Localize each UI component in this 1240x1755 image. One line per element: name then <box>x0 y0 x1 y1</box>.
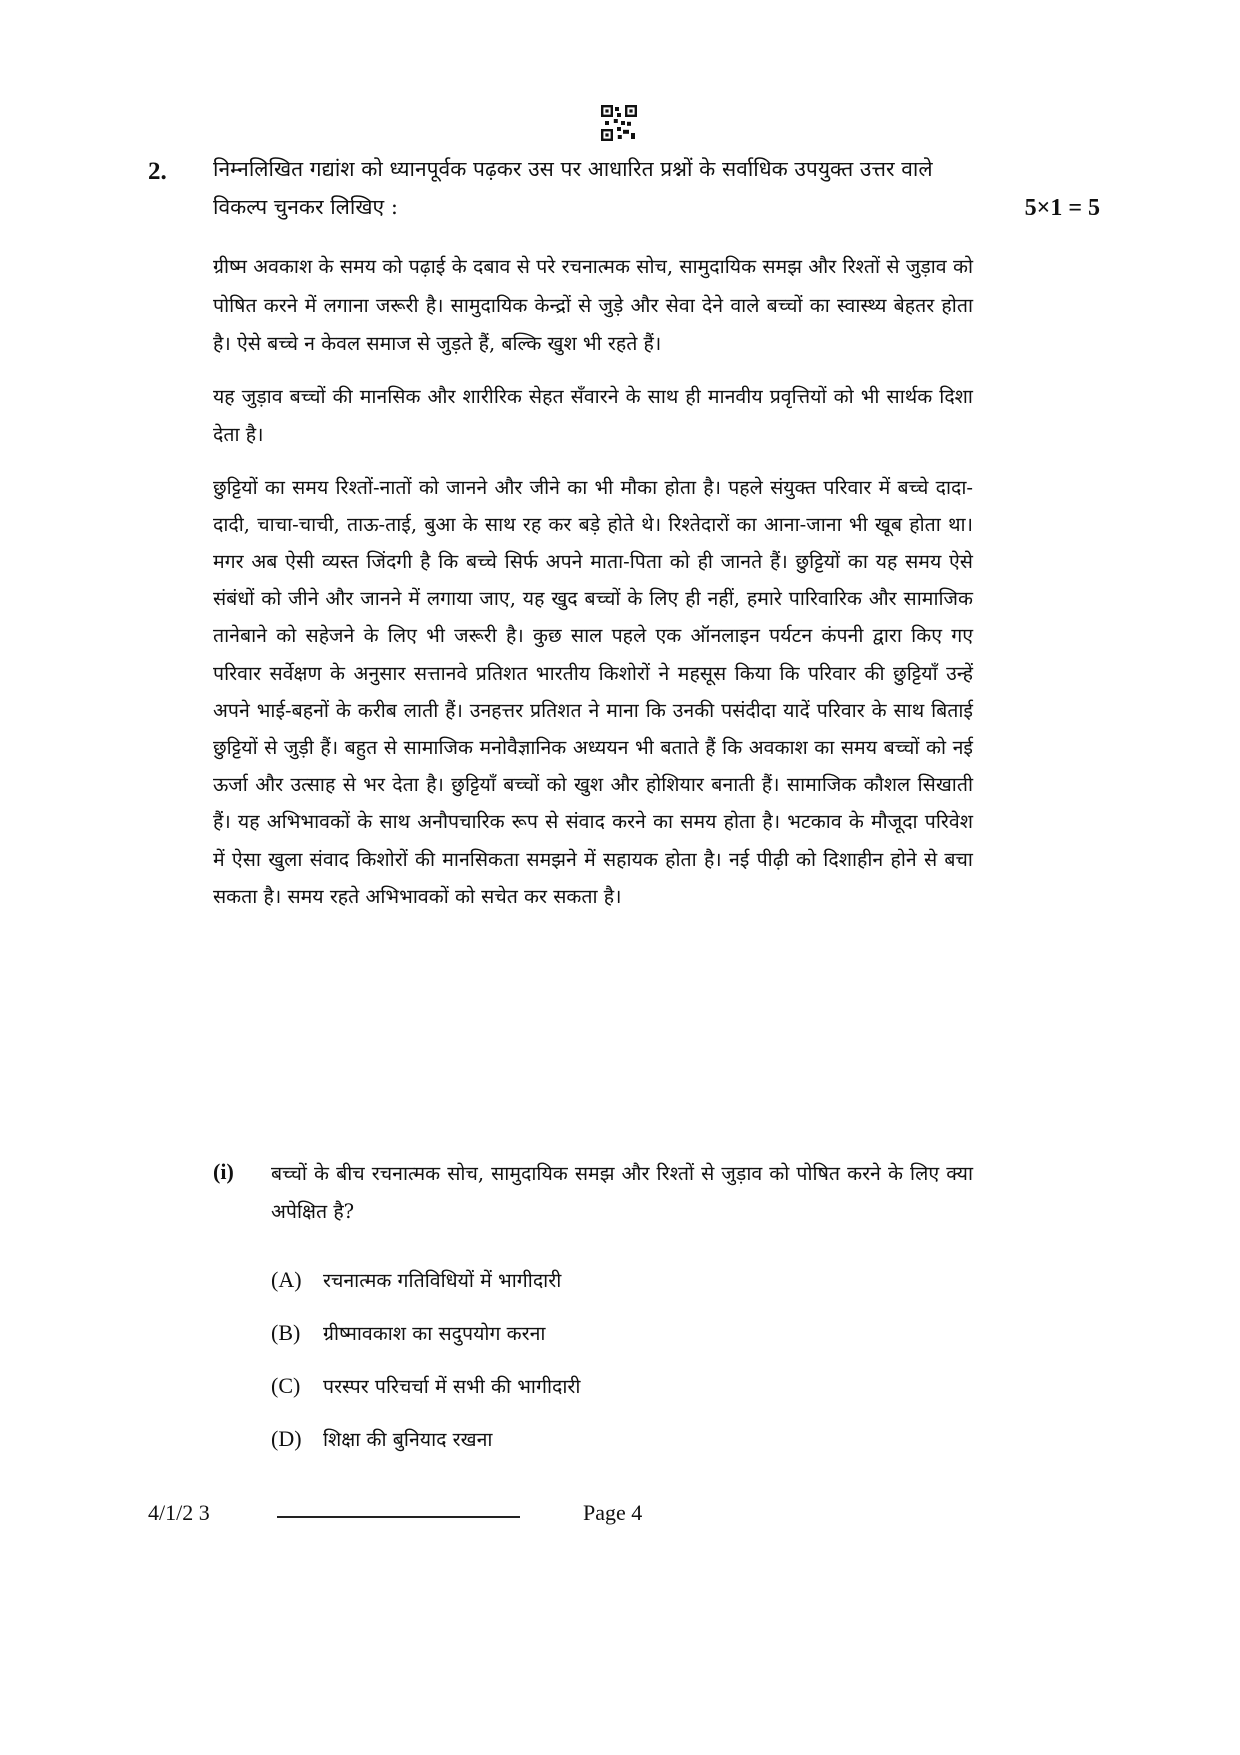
option-label: (B) <box>271 1320 301 1345</box>
question-number: 2. <box>148 158 167 185</box>
option-label: (C) <box>271 1373 301 1398</box>
question-instruction: निम्नलिखित गद्यांश को ध्यानपूर्वक पढ़कर उस पर आधारित प्रश्नों के सर्वाधिक उपयुक्त उत्तर वाले विकल्प चुनकर लिखिए : <box>213 157 933 219</box>
option-a <box>271 1265 580 1318</box>
option-d <box>271 1424 580 1477</box>
passage <box>213 248 973 929</box>
subquestion-number: (i) <box>213 1159 234 1184</box>
option-label: (A) <box>271 1267 302 1292</box>
option-text: परस्पर परिचर्चा में सभी की भागीदारी <box>323 1375 581 1398</box>
subquestion-text: बच्चों के बीच रचनात्मक सोच, सामुदायिक समझ और रिश्तों से जुड़ाव को पोषित करने के लिए क्या अपेक्षित है? <box>271 1162 973 1223</box>
passage-paragraph-1: ग्रीष्म अवकाश के समय को पढ़ाई के दबाव से परे रचनात्मक सोच, सामुदायिक समझ और रिश्तों से जुड़ाव को पोषित करने में लगाना जरूरी है। सामुदायिक केन्द्रों से जुड़े और सेवा देने वाले बच्चों का स्वास्थ्य बेहतर होता है। ऐसे बच्चे न केवल समाज से जुड़ते हैं, बल्कि खुश भी रहते हैं। <box>213 255 973 355</box>
subquestion <box>213 1155 973 1231</box>
page-number: Page 4 <box>583 1500 643 1525</box>
passage-paragraph-3: छुट्टियों का समय रिश्तों-नातों को जानने और जीने का भी मौका होता है। पहले संयुक्त परिवार में बच्चे दादा-दादी, चाचा-चाची, ताऊ-ताई, बुआ के साथ रह कर बड़े होते थे। रिश्तेदारों का आना-जाना भी खूब होता था। मगर अब ऐसी व्यस्त जिंदगी है कि बच्चे सिर्फ अपने माता-पिता को ही जानते हैं। छुट्टियों का यह समय ऐसे संबंधों को जीने और जानने में लगाया जाए, यह खुद बच्चों के लिए ही नहीं, हमारे पारिवारिक और सामाजिक तानेबाने को सहेजने के लिए भी जरूरी है। कुछ साल पहले एक ऑनलाइन पर्यटन कंपनी द्वारा किए गए परिवार सर्वेक्षण के अनुसार सत्तानवे प्रतिशत भारतीय किशोरों ने महसूस किया कि परिवार की छुट्टियाँ उन्हें अपने भाई-बहनों के करीब लाती हैं। उनहत्तर प्रतिशत ने माना कि उनकी पसंदीदा यादें परिवार के साथ बिताई छुट्टियों से जुड़ी हैं। बहुत से सामाजिक मनोवैज्ञानिक अध्ययन भी बताते हैं कि अवकाश का समय बच्चों को नई ऊर्जा और उत्साह से भर देता है। छुट्टियाँ बच्चों को खुश और होशियार बनाती हैं। सामाजिक कौशल सिखाती हैं। यह अभिभावकों के साथ अनौपचारिक रूप से संवाद करने का समय होता है। भटकाव के मौजूदा परिवेश में ऐसा खुला संवाद किशोरों की मानसिकता समझने में सहायक होता है। नई पीढ़ी को दिशाहीन होने से बचा सकता है। समय रहते अभिभावकों को सचेत कर सकता है। <box>213 475 973 908</box>
option-label: (D) <box>271 1426 302 1451</box>
qr-code-icon <box>601 105 637 141</box>
paper-code: 4/1/2 3 <box>148 1500 210 1525</box>
option-text: रचनात्मक गतिविधियों में भागीदारी <box>323 1269 562 1292</box>
question-marks: 5×1 = 5 <box>1024 195 1100 221</box>
option-list <box>271 1265 580 1477</box>
option-text: शिक्षा की बुनियाद रखना <box>323 1428 493 1451</box>
option-b <box>271 1318 580 1371</box>
option-text: ग्रीष्मावकाश का सदुपयोग करना <box>323 1322 546 1345</box>
page-footer <box>0 1500 1240 1540</box>
footer-divider <box>277 1516 520 1518</box>
option-c <box>271 1371 580 1424</box>
passage-paragraph-2: यह जुड़ाव बच्चों की मानसिक और शारीरिक सेहत सँवारने के साथ ही मानवीय प्रवृत्तियों को भी सार्थक दिशा देता है। <box>213 384 973 446</box>
